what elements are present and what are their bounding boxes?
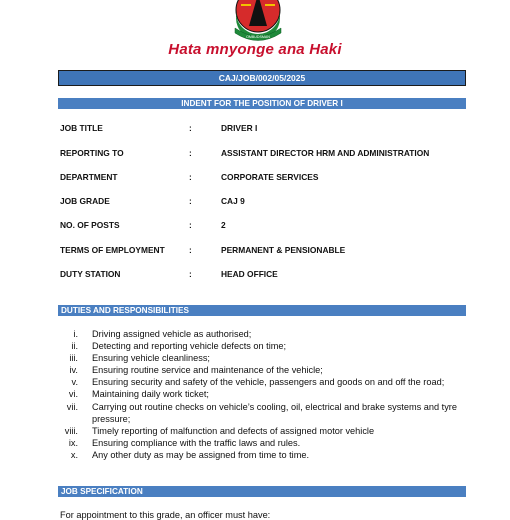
job-detail-row [60, 220, 480, 232]
list-item-text: Ensuring routine service and maintenance of the vehicle; [92, 365, 323, 376]
job-detail-colon: : [189, 196, 192, 206]
list-item-number: v. [71, 377, 78, 388]
job-detail-colon: : [189, 269, 192, 279]
list-item-text: Driving assigned vehicle as authorised; [92, 329, 252, 339]
job-detail-row [60, 196, 480, 208]
list-item [60, 376, 470, 388]
list-item-text: Detecting and reporting vehicle defects on time; [92, 341, 287, 352]
motto: Hata mnyonge ana Haki [168, 41, 342, 58]
duties-heading: DUTIES AND RESPONSIBILITIES [58, 305, 466, 316]
job-detail-label: NO. OF POSTS [60, 220, 120, 230]
list-item [60, 401, 470, 425]
list-item-number: ix. [68, 437, 78, 448]
job-detail-label: DUTY STATION [60, 269, 121, 279]
list-item-text: Carrying out routine checks on vehicle’s cooling, oil, electrical and brake systems and tyre pressure; [92, 401, 457, 424]
job-detail-row [60, 123, 480, 135]
list-item-text: Any other duty as may be assigned from time to time. [92, 449, 310, 460]
job-detail-value: HEAD OFFICE [221, 269, 278, 279]
list-item-number: iv. [69, 365, 78, 376]
list-item [60, 364, 470, 376]
duties-list [60, 328, 470, 461]
ombudsman-logo [227, 0, 289, 42]
job-detail-colon: : [189, 245, 192, 255]
list-item [60, 437, 470, 449]
list-item [60, 352, 470, 364]
job-detail-value: DRIVER I [221, 123, 258, 133]
job-detail-value: PERMANENT & PENSIONABLE [221, 245, 346, 255]
job-detail-label: JOB TITLE [60, 123, 103, 133]
list-item [60, 328, 470, 340]
job-detail-colon: : [189, 220, 192, 230]
job-detail-value: CORPORATE SERVICES [221, 172, 319, 182]
list-item-number: ii. [71, 341, 78, 352]
job-detail-row [60, 172, 480, 184]
list-item-number: vi. [68, 389, 78, 400]
job-detail-value: 2 [221, 220, 226, 230]
list-item-number: vii. [66, 401, 78, 412]
list-item-number: i. [73, 329, 78, 339]
list-item-number: iii. [69, 353, 78, 364]
indent-heading: INDENT FOR THE POSITION OF DRIVER I [58, 98, 466, 109]
logo-ribbon-text: OMBUDSMAN [246, 35, 270, 39]
list-item-number: x. [70, 449, 78, 460]
job-detail-row [60, 269, 480, 281]
list-item-text: Timely reporting of malfunction and defects of assigned motor vehicle [92, 425, 375, 436]
list-item-text: Ensuring vehicle cleanliness; [92, 353, 210, 364]
list-item-text: Ensuring compliance with the traffic laws and rules. [92, 437, 301, 448]
job-detail-row [60, 245, 480, 257]
reference-number: CAJ/JOB/002/05/2025 [58, 70, 466, 86]
list-item-text: Maintaining daily work ticket; [92, 389, 209, 400]
job-specification-heading: JOB SPECIFICATION [58, 486, 466, 497]
list-item-number: viii. [64, 425, 78, 436]
job-detail-row [60, 148, 480, 160]
job-detail-colon: : [189, 148, 192, 158]
job-detail-label: JOB GRADE [60, 196, 110, 206]
list-item [60, 340, 470, 352]
list-item-text: Ensuring security and safety of the vehicle, passengers and goods on and off the road; [92, 377, 445, 388]
job-detail-label: REPORTING TO [60, 148, 124, 158]
job-detail-label: TERMS OF EMPLOYMENT [60, 245, 165, 255]
list-item [60, 388, 470, 400]
list-item [60, 449, 470, 461]
job-detail-label: DEPARTMENT [60, 172, 118, 182]
job-detail-value: CAJ 9 [221, 196, 245, 206]
job-detail-value: ASSISTANT DIRECTOR HRM AND ADMINISTRATION [221, 148, 430, 158]
job-detail-colon: : [189, 172, 192, 182]
list-item [60, 425, 470, 437]
job-detail-colon: : [189, 123, 192, 133]
job-specification-intro: For appointment to this grade, an officer must have: [60, 510, 271, 520]
